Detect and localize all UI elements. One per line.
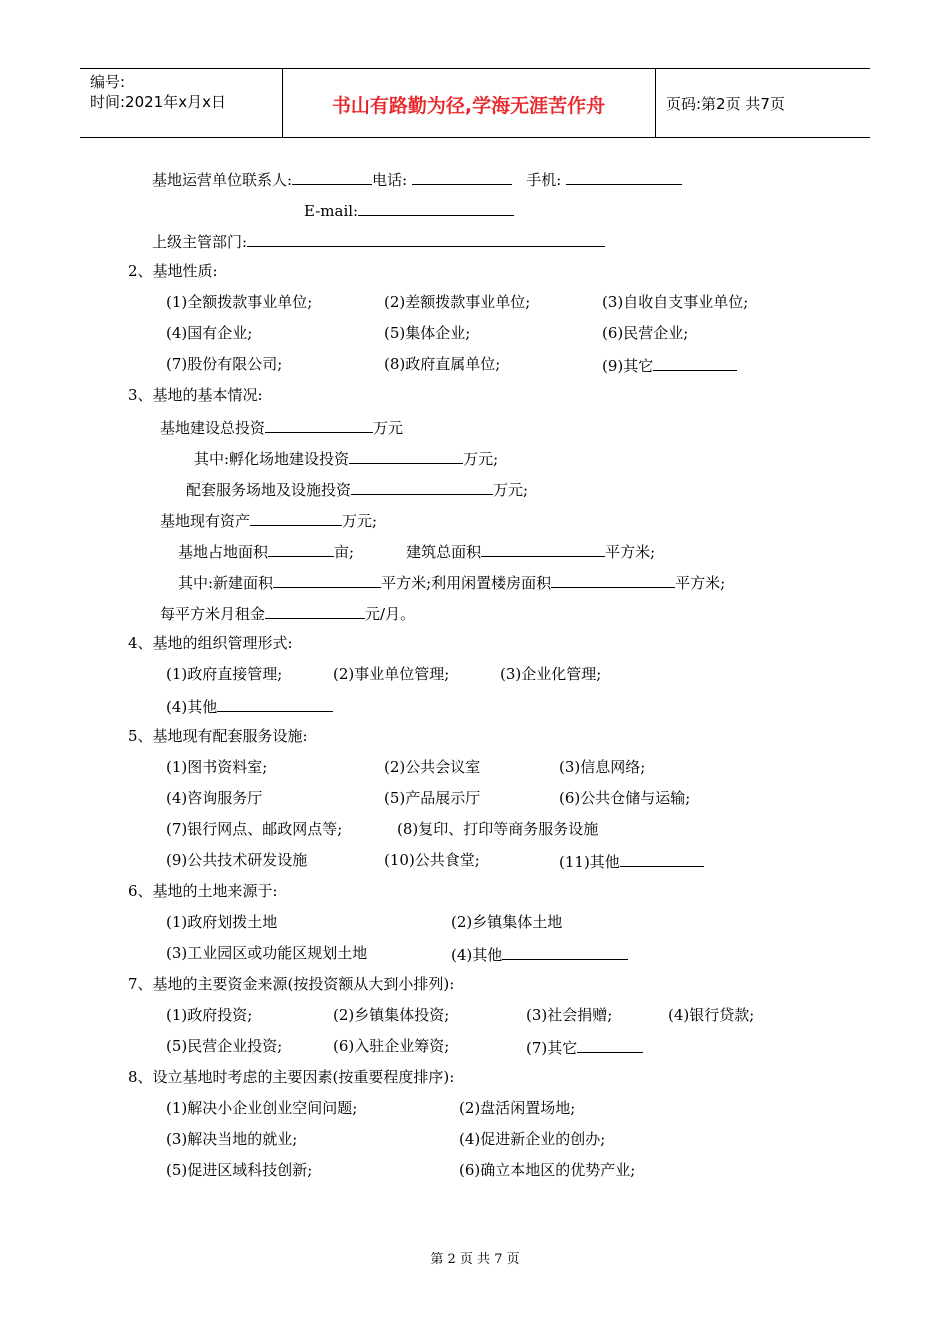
- label: 每平方米月租金: [160, 605, 266, 623]
- option[interactable]: (7)股份有限公司;: [166, 355, 283, 373]
- service-investment-field[interactable]: [351, 478, 493, 495]
- number-label: 编号:: [90, 73, 126, 91]
- phone-field[interactable]: [412, 168, 512, 185]
- option[interactable]: (6)入驻企业筹资;: [333, 1037, 450, 1055]
- option[interactable]: (2)公共会议室: [384, 758, 481, 776]
- section-2-title: 2、基地性质:: [128, 262, 218, 280]
- option-other[interactable]: [166, 695, 333, 717]
- section-4-title: 4、基地的组织管理形式:: [128, 634, 293, 652]
- option[interactable]: (4)国有企业;: [166, 324, 253, 342]
- incubation-line: [194, 447, 498, 469]
- label: 基地占地面积: [178, 543, 269, 561]
- unit: 万元;: [463, 450, 499, 468]
- page-footer: 第 2 页 共 7 页: [430, 1252, 520, 1267]
- section-5-title: 5、基地现有配套服务设施:: [128, 727, 308, 745]
- option[interactable]: (1)政府划拨土地: [166, 913, 278, 931]
- option-other[interactable]: [602, 354, 737, 376]
- assets-field[interactable]: [250, 509, 342, 526]
- rent-field[interactable]: [265, 602, 365, 619]
- option-other[interactable]: [559, 850, 704, 872]
- time-label: 时间:2021年x月x日: [90, 93, 226, 111]
- total-investment-field[interactable]: [265, 416, 373, 433]
- option[interactable]: (2)乡镇集体土地: [451, 913, 563, 931]
- section-6-title: 6、基地的土地来源于:: [128, 882, 278, 900]
- unit: 元/月。: [365, 605, 416, 623]
- contact-line: [152, 168, 682, 190]
- mobile-label: 手机:: [526, 171, 562, 189]
- total-investment-line: [160, 416, 403, 438]
- contact-person-label: 基地运营单位联系人:: [152, 171, 293, 189]
- section-7-title: 7、基地的主要资金来源(按投资额从大到小排列):: [128, 975, 455, 993]
- option-other[interactable]: [526, 1036, 643, 1058]
- option[interactable]: (4)咨询服务厅: [166, 789, 263, 807]
- email-line: [304, 199, 514, 221]
- option[interactable]: (8)政府直属单位;: [384, 355, 501, 373]
- option-label: (9)其它: [602, 357, 654, 375]
- option[interactable]: (5)促进区域科技创新;: [166, 1161, 313, 1179]
- option[interactable]: (3)社会捐赠;: [526, 1006, 613, 1024]
- header-meta-cell: [80, 69, 283, 137]
- option[interactable]: (3)工业园区或功能区规划土地: [166, 944, 368, 962]
- label: 其中:新建面积: [178, 574, 274, 592]
- service-investment-line: [186, 478, 528, 500]
- unit: 平方米;: [605, 543, 656, 561]
- option[interactable]: (1)图书资料室;: [166, 758, 268, 776]
- option[interactable]: (3)自收自支事业单位;: [602, 293, 749, 311]
- other-field[interactable]: [653, 354, 737, 371]
- option[interactable]: (2)盘活闲置场地;: [459, 1099, 576, 1117]
- email-label: E-mail:: [304, 202, 359, 220]
- incubation-field[interactable]: [349, 447, 463, 464]
- building-field[interactable]: [481, 540, 605, 557]
- option[interactable]: (6)民营企业;: [602, 324, 689, 342]
- option-label: (7)其它: [526, 1039, 578, 1057]
- option[interactable]: (1)政府投资;: [166, 1006, 253, 1024]
- dept-line: [152, 230, 605, 252]
- unit: 万元;: [493, 481, 529, 499]
- page-label: 页码:第2页 共7页: [666, 95, 785, 113]
- contact-person-field[interactable]: [292, 168, 372, 185]
- dept-label: 上级主管部门:: [152, 233, 248, 251]
- label: 利用闲置楼房面积: [431, 574, 552, 592]
- unit: 平方米;: [675, 574, 726, 592]
- option[interactable]: (6)公共仓储与运输;: [559, 789, 691, 807]
- assets-line: [160, 509, 377, 531]
- area-line: [178, 571, 725, 593]
- option[interactable]: (4)促进新企业的创办;: [459, 1130, 606, 1148]
- option[interactable]: (2)事业单位管理;: [333, 665, 450, 683]
- option-label: (4)其他: [451, 946, 503, 964]
- label: 配套服务场地及设施投资: [186, 481, 352, 499]
- other-field[interactable]: [502, 943, 628, 960]
- email-field[interactable]: [358, 199, 514, 216]
- option[interactable]: (5)集体企业;: [384, 324, 471, 342]
- other-field[interactable]: [217, 695, 333, 712]
- idle-field[interactable]: [551, 571, 675, 588]
- header-page-cell: [655, 69, 871, 137]
- unit: 万元: [373, 419, 404, 437]
- page-header: [80, 68, 870, 138]
- option[interactable]: (8)复印、打印等商务服务设施: [397, 820, 599, 838]
- option[interactable]: (6)确立本地区的优势产业;: [459, 1161, 636, 1179]
- option[interactable]: (9)公共技术研发设施: [166, 851, 308, 869]
- option[interactable]: (4)银行贷款;: [668, 1006, 755, 1024]
- option[interactable]: (7)银行网点、邮政网点等;: [166, 820, 343, 838]
- option[interactable]: (5)民营企业投资;: [166, 1037, 283, 1055]
- option-label: (4)其他: [166, 698, 218, 716]
- other-field[interactable]: [577, 1036, 643, 1053]
- option[interactable]: (3)企业化管理;: [500, 665, 602, 683]
- section-3-title: 3、基地的基本情况:: [128, 386, 263, 404]
- option[interactable]: (1)全额拨款事业单位;: [166, 293, 313, 311]
- unit: 亩;: [334, 543, 355, 561]
- land-line: [178, 540, 655, 562]
- rent-line: [160, 602, 415, 624]
- option[interactable]: (3)信息网络;: [559, 758, 646, 776]
- option-other[interactable]: [451, 943, 628, 965]
- dept-field[interactable]: [247, 230, 605, 247]
- section-8-title: 8、设立基地时考虑的主要因素(按重要程度排序):: [128, 1068, 455, 1086]
- label: 基地现有资产: [160, 512, 251, 530]
- unit: 平方米;: [381, 574, 432, 592]
- option[interactable]: (2)差额拨款事业单位;: [384, 293, 531, 311]
- option-label: (11)其他: [559, 853, 620, 871]
- option[interactable]: (5)产品展示厅: [384, 789, 481, 807]
- option[interactable]: (3)解决当地的就业;: [166, 1130, 298, 1148]
- label: 建筑总面积: [406, 543, 482, 561]
- other-field[interactable]: [620, 850, 704, 867]
- option[interactable]: (10)公共食堂;: [384, 851, 480, 869]
- mobile-field[interactable]: [566, 168, 682, 185]
- option[interactable]: (1)解决小企业创业空间问题;: [166, 1099, 358, 1117]
- header-motto: 书山有路勤为径,学海无涯苦作舟: [331, 95, 606, 117]
- label: 基地建设总投资: [160, 419, 266, 437]
- option[interactable]: (2)乡镇集体投资;: [333, 1006, 450, 1024]
- option[interactable]: (1)政府直接管理;: [166, 665, 283, 683]
- label: 其中:孵化场地建设投资: [194, 450, 350, 468]
- land-field[interactable]: [268, 540, 334, 557]
- unit: 万元;: [342, 512, 378, 530]
- new-build-field[interactable]: [273, 571, 381, 588]
- phone-label: 电话:: [372, 171, 408, 189]
